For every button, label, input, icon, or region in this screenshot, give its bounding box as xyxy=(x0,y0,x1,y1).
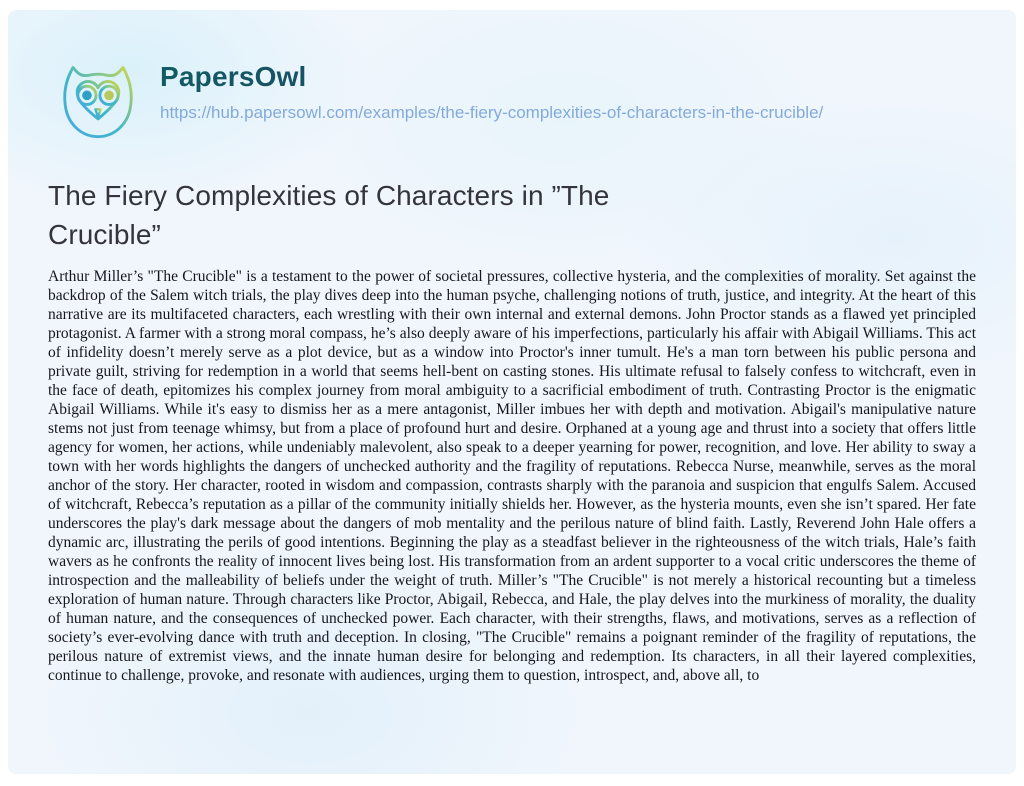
article-body: Arthur Miller’s "The Crucible" is a testament to the power of societal pressures, collective hysteria, and the complexities of morality. Set against the backdrop of the Salem witch trials, the play dives deep into the human psyche, challenging notions of truth, justice, and integrity. At the heart of this narrative are its multifaceted characters, each wrestling with their own internal and external demons. John Proctor stands as a flawed yet principled protagonist. A farmer with a strong moral compass, he’s also deeply aware of his imperfections, particularly his affair with Abigail Williams. This act of infidelity doesn’t merely serve as a plot device, but as a window into Proctor's inner tumult. He's a man torn between his public persona and private guilt, striving for redemption in a world that seems hell-bent on casting stones. His ultimate refusal to falsely confess to witchcraft, even in the face of death, epitomizes his complex journey from moral ambiguity to a sacrificial embodiment of truth. Contrasting Proctor is the enigmatic Abigail Williams. While it's easy to dismiss her as a mere antagonist, Miller imbues her with depth and motivation. Abigail's manipulative nature stems not just from teenage whimsy, but from a place of profound hurt and desire. Orphaned at a young age and thrust into a society that offers little agency for women, her actions, while undeniably malevolent, also speak to a deeper yearning for power, recognition, and love. Her ability to sway a town with her words highlights the dangers of unchecked authority and the fragility of reputations. Rebecca Nurse, meanwhile, serves as the moral anchor of the story. Her character, rooted in wisdom and compassion, contrasts sharply with the paranoia and suspicion that engulfs Salem. Accused of witchcraft, Rebecca’s reputation as a pillar of the community initially shields her. However, as the hysteria mounts, even she isn’t spared. Her fate underscores the play's dark message about the dangers of mob mentality and the perilous nature of blind faith. Lastly, Reverend John Hale offers a dynamic arc, illustrating the perils of good intentions. Beginning the play as a steadfast believer in the righteousness of the witch trials, Hale’s faith wavers as he confronts the reality of innocent lives being lost. His transformation from an ardent supporter to a vocal critic underscores the theme of introspection and the malleability of beliefs under the weight of truth. Miller’s "The Crucible" is not merely a historical recounting but a timeless exploration of human nature. Through characters like Proctor, Abigail, Rebecca, and Hale, the play delves into the murkiness of morality, the duality of human nature, and the consequences of unchecked power. Each character, with their strengths, flaws, and motivations, serves as a reflection of society’s ever-evolving dance with truth and deception. In closing, "The Crucible" remains a poignant reminder of the fragility of reputations, the perilous nature of extremist views, and the innate human desire for belonging and redemption. Its characters, in all their layered complexities, continue to challenge, provoke, and resonate with audiences, urging them to question, introspect, and, above all, to xyxy=(48,268,976,684)
owl-right-eye xyxy=(104,91,114,101)
brand-name: PapersOwl xyxy=(160,62,823,93)
owl-logo-icon xyxy=(50,56,146,152)
papersowl-logo xyxy=(50,56,146,152)
owl-left-eye xyxy=(82,91,92,101)
page-card xyxy=(8,10,1016,774)
brand-header xyxy=(50,56,976,152)
source-url-link[interactable]: https://hub.papersowl.com/examples/the-fiery-complexities-of-characters-in-the-crucible/ xyxy=(160,102,824,122)
brand-text-block xyxy=(160,56,823,123)
article-title: The Fiery Complexities of Characters in ”The Crucible” xyxy=(48,180,610,250)
